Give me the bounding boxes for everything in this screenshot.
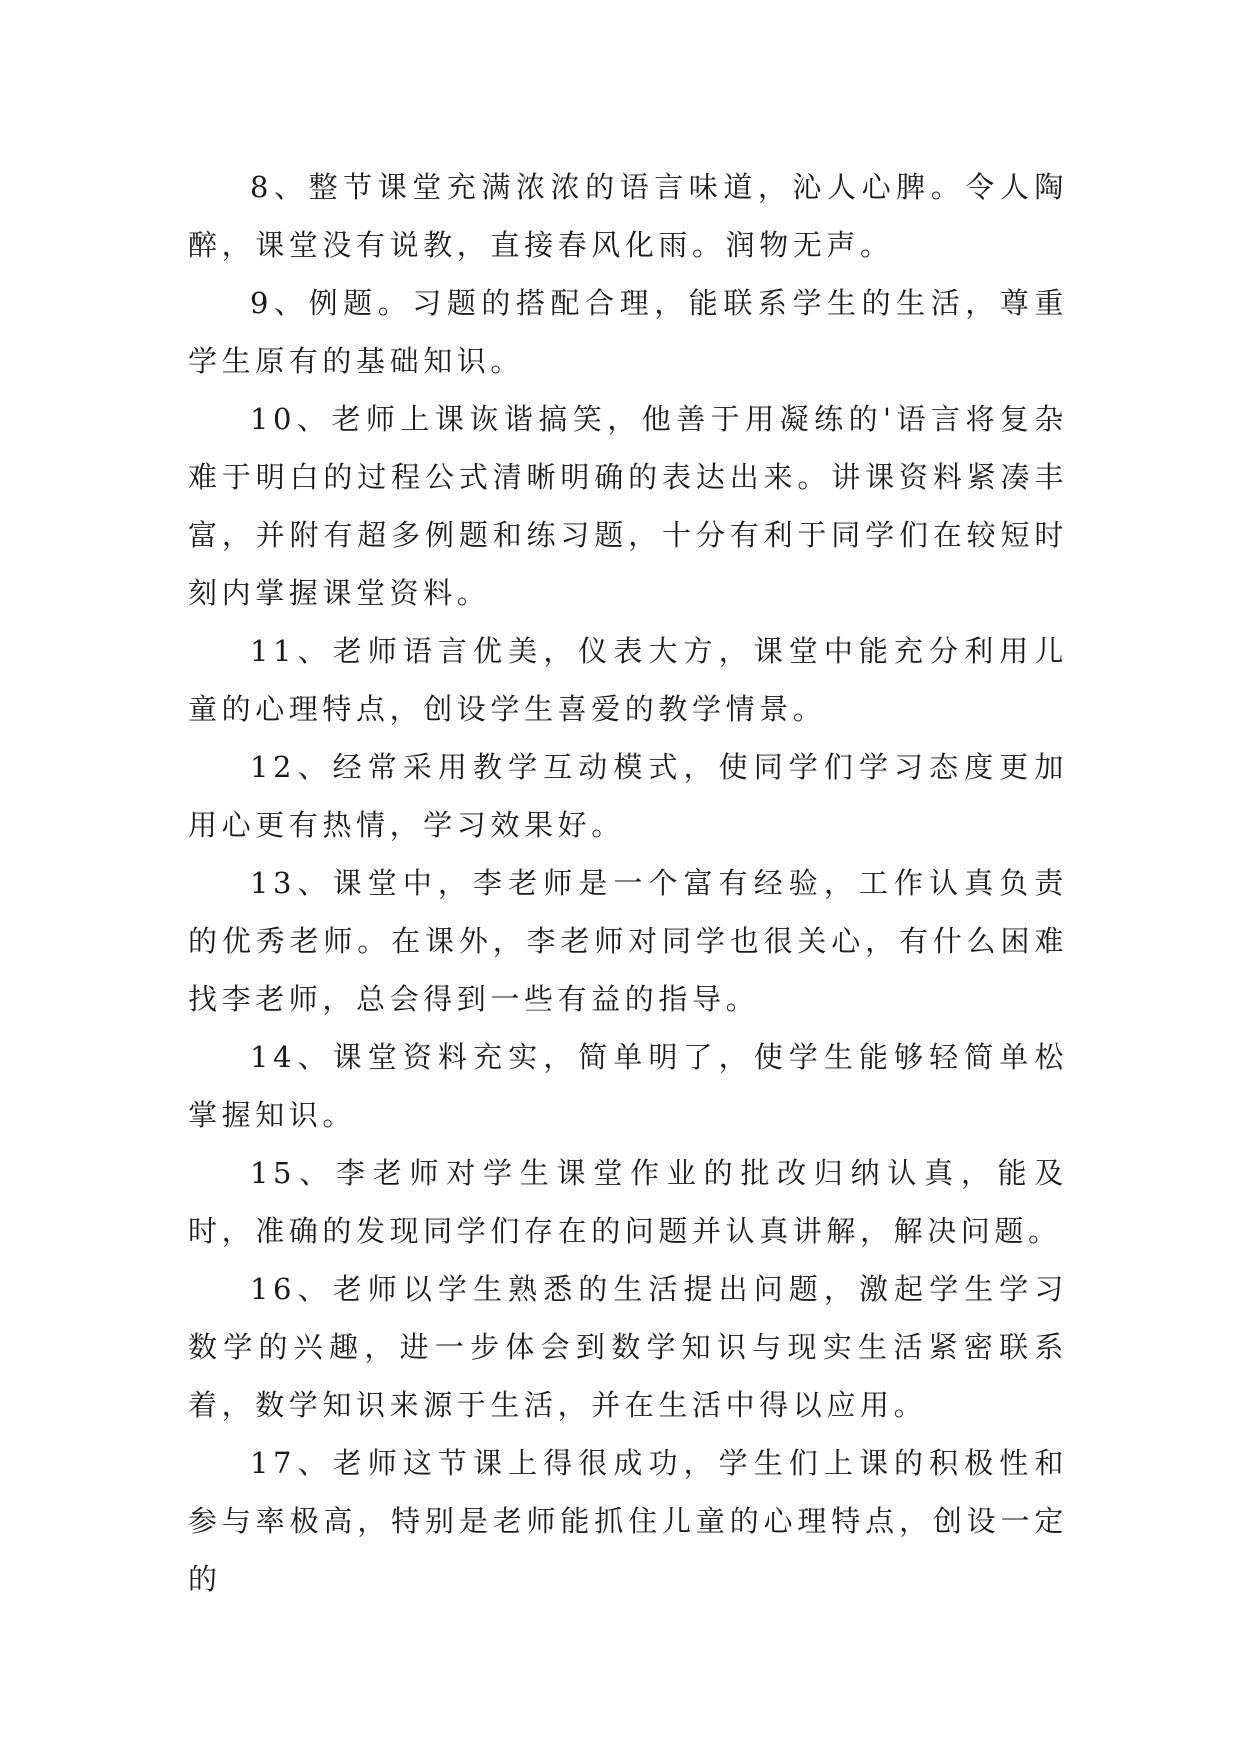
paragraph-10: 10、老师上课诙谐搞笑，他善于用凝练的'语言将复杂难于明白的过程公式清晰明确的表达出来。讲课资料紧凑丰富，并附有超多例题和练习题，十分有利于同学们在较短时刻内掌握课堂资料。 — [188, 402, 1068, 610]
document-body — [188, 158, 1068, 1608]
paragraph-13: 13、课堂中，李老师是一个富有经验，工作认真负责的优秀老师。在课外，李老师对同学也很关心，有什么困难找李老师，总会得到一些有益的指导。 — [188, 866, 1068, 1016]
paragraph-12: 12、经常采用教学互动模式，使同学们学习态度更加用心更有热情，学习效果好。 — [188, 750, 1068, 842]
paragraph-8: 8、整节课堂充满浓浓的语言味道，沁人心脾。令人陶醉，课堂没有说教，直接春风化雨。润物无声。 — [188, 170, 1068, 262]
paragraph-9: 9、例题。习题的搭配合理，能联系学生的生活，尊重学生原有的基础知识。 — [188, 286, 1068, 378]
paragraph-17: 17、老师这节课上得很成功，学生们上课的积极性和参与率极高，特别是老师能抓住儿童的心理特点，创设一定的 — [188, 1446, 1068, 1596]
paragraph-16: 16、老师以学生熟悉的生活提出问题，激起学生学习数学的兴趣，进一步体会到数学知识与现实生活紧密联系着，数学知识来源于生活，并在生活中得以应用。 — [188, 1272, 1068, 1422]
paragraph-15: 15、李老师对学生课堂作业的批改归纳认真，能及时，准确的发现同学们存在的问题并认真讲解，解决问题。 — [188, 1156, 1068, 1248]
paragraph-14: 14、课堂资料充实，简单明了，使学生能够轻简单松掌握知识。 — [188, 1040, 1068, 1132]
paragraph-11: 11、老师语言优美，仪表大方，课堂中能充分利用儿童的心理特点，创设学生喜爱的教学情景。 — [188, 634, 1068, 726]
